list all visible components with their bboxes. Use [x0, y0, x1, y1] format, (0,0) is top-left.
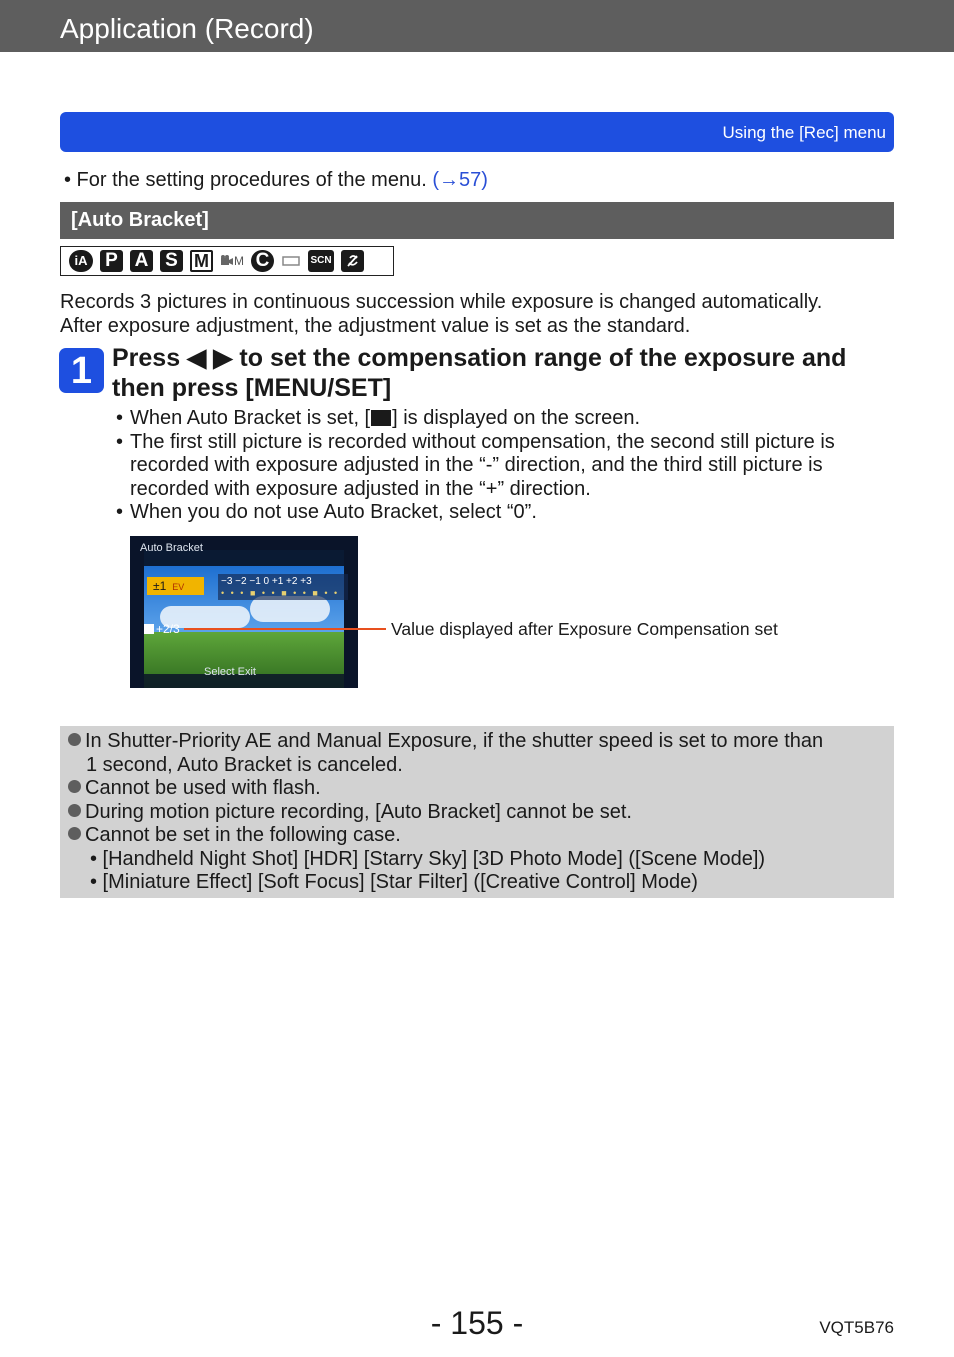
callout-text: Value displayed after Exposure Compensation set — [391, 619, 778, 639]
bullet-dot-icon — [68, 780, 81, 793]
step-title — [112, 343, 902, 403]
bullet-dot-icon — [68, 804, 81, 817]
screen-footer: Select Exit — [204, 666, 256, 678]
header-bar — [0, 0, 954, 52]
creative-video-mode-icon: M — [220, 250, 244, 272]
description-line-1: Records 3 pictures in continuous succession while exposure is changed automatically. — [60, 291, 823, 313]
document-code: VQT5B76 — [819, 1318, 894, 1337]
shutter-priority-mode-icon: S — [160, 250, 183, 272]
intro-text: • For the setting procedures of the menu. — [64, 169, 427, 191]
step-title-line-2: then press [MENU/SET] — [112, 374, 392, 402]
page-number: - 155 - — [430, 1305, 524, 1341]
bullet-dot-icon — [68, 733, 81, 746]
page-reference-link[interactable]: (→57) — [432, 169, 488, 191]
intelligent-auto-mode-icon: iA — [69, 250, 93, 272]
bullet-recording-order: • The first still picture is recorded without compensation, the second still picture is recorded with exposure adjusted in the “-” direction, and the third still picture is recorded with exposure adjusted in the “+” direction. — [116, 431, 906, 502]
ev-value: ±1 EV — [147, 577, 204, 595]
note-shutter-priority-cont: 1 second, Auto Bracket is canceled. — [86, 753, 403, 776]
screen-title: Auto Bracket — [140, 542, 203, 554]
step-bullets — [116, 407, 906, 525]
panorama-mode-icon — [281, 250, 301, 272]
bullet-disable: • When you do not use Auto Bracket, select “0”. — [116, 501, 906, 525]
note-shutter-priority: In Shutter-Priority AE and Manual Exposure, if the shutter speed is set to more than — [68, 730, 823, 754]
scene-mode-icon: SCN — [308, 250, 334, 272]
exposure-compensation-icon — [144, 624, 154, 634]
note-motion-picture: During motion picture recording, [Auto Bracket] cannot be set. — [68, 801, 632, 825]
exposure-compensation-value: +2/3 — [144, 622, 180, 636]
manual-mode-icon: M — [190, 250, 213, 272]
bullet-auto-bracket-indicator: • When Auto Bracket is set, [ ] is displayed on the screen. — [116, 407, 906, 431]
step-number: 1 — [59, 348, 104, 393]
menu-section-label: Using the [Rec] menu — [722, 123, 886, 142]
custom-mode-icon: C — [251, 250, 274, 272]
note-flash: Cannot be used with flash. — [68, 777, 321, 801]
mode-icons-row — [60, 246, 394, 276]
ev-scale: −3 −2 −1 0 +1 +2 +3 • • • ■ • • ■ • • ■ • • — [218, 574, 348, 600]
note-creative-modes: • [Miniature Effect] [Soft Focus] [Star Filter] ([Creative Control] Mode) — [90, 871, 698, 893]
creative-control-mode-icon — [341, 250, 364, 272]
description-line-2: After exposure adjustment, the adjustment value is set as the standard. — [60, 315, 691, 337]
section-header — [60, 202, 894, 239]
callout-line — [184, 628, 386, 630]
bullet-dot-icon — [68, 827, 81, 840]
menu-section-bar — [60, 112, 894, 152]
intro-line — [64, 168, 488, 192]
auto-bracket-icon — [371, 410, 391, 426]
aperture-priority-mode-icon: A — [130, 250, 153, 272]
notes-box — [60, 726, 894, 898]
note-cannot-set: Cannot be set in the following case. — [68, 824, 401, 848]
note-scene-modes: • [Handheld Night Shot] [HDR] [Starry Sky] [3D Photo Mode] ([Scene Mode]) — [90, 848, 766, 870]
page-title: Application (Record) — [60, 13, 314, 44]
camera-screen-illustration — [130, 536, 358, 688]
step-title-line-1: Press ◀ ▶ to set the compensation range of the exposure and — [112, 344, 847, 372]
program-mode-icon: P — [100, 250, 123, 272]
section-title: [Auto Bracket] — [71, 209, 209, 231]
